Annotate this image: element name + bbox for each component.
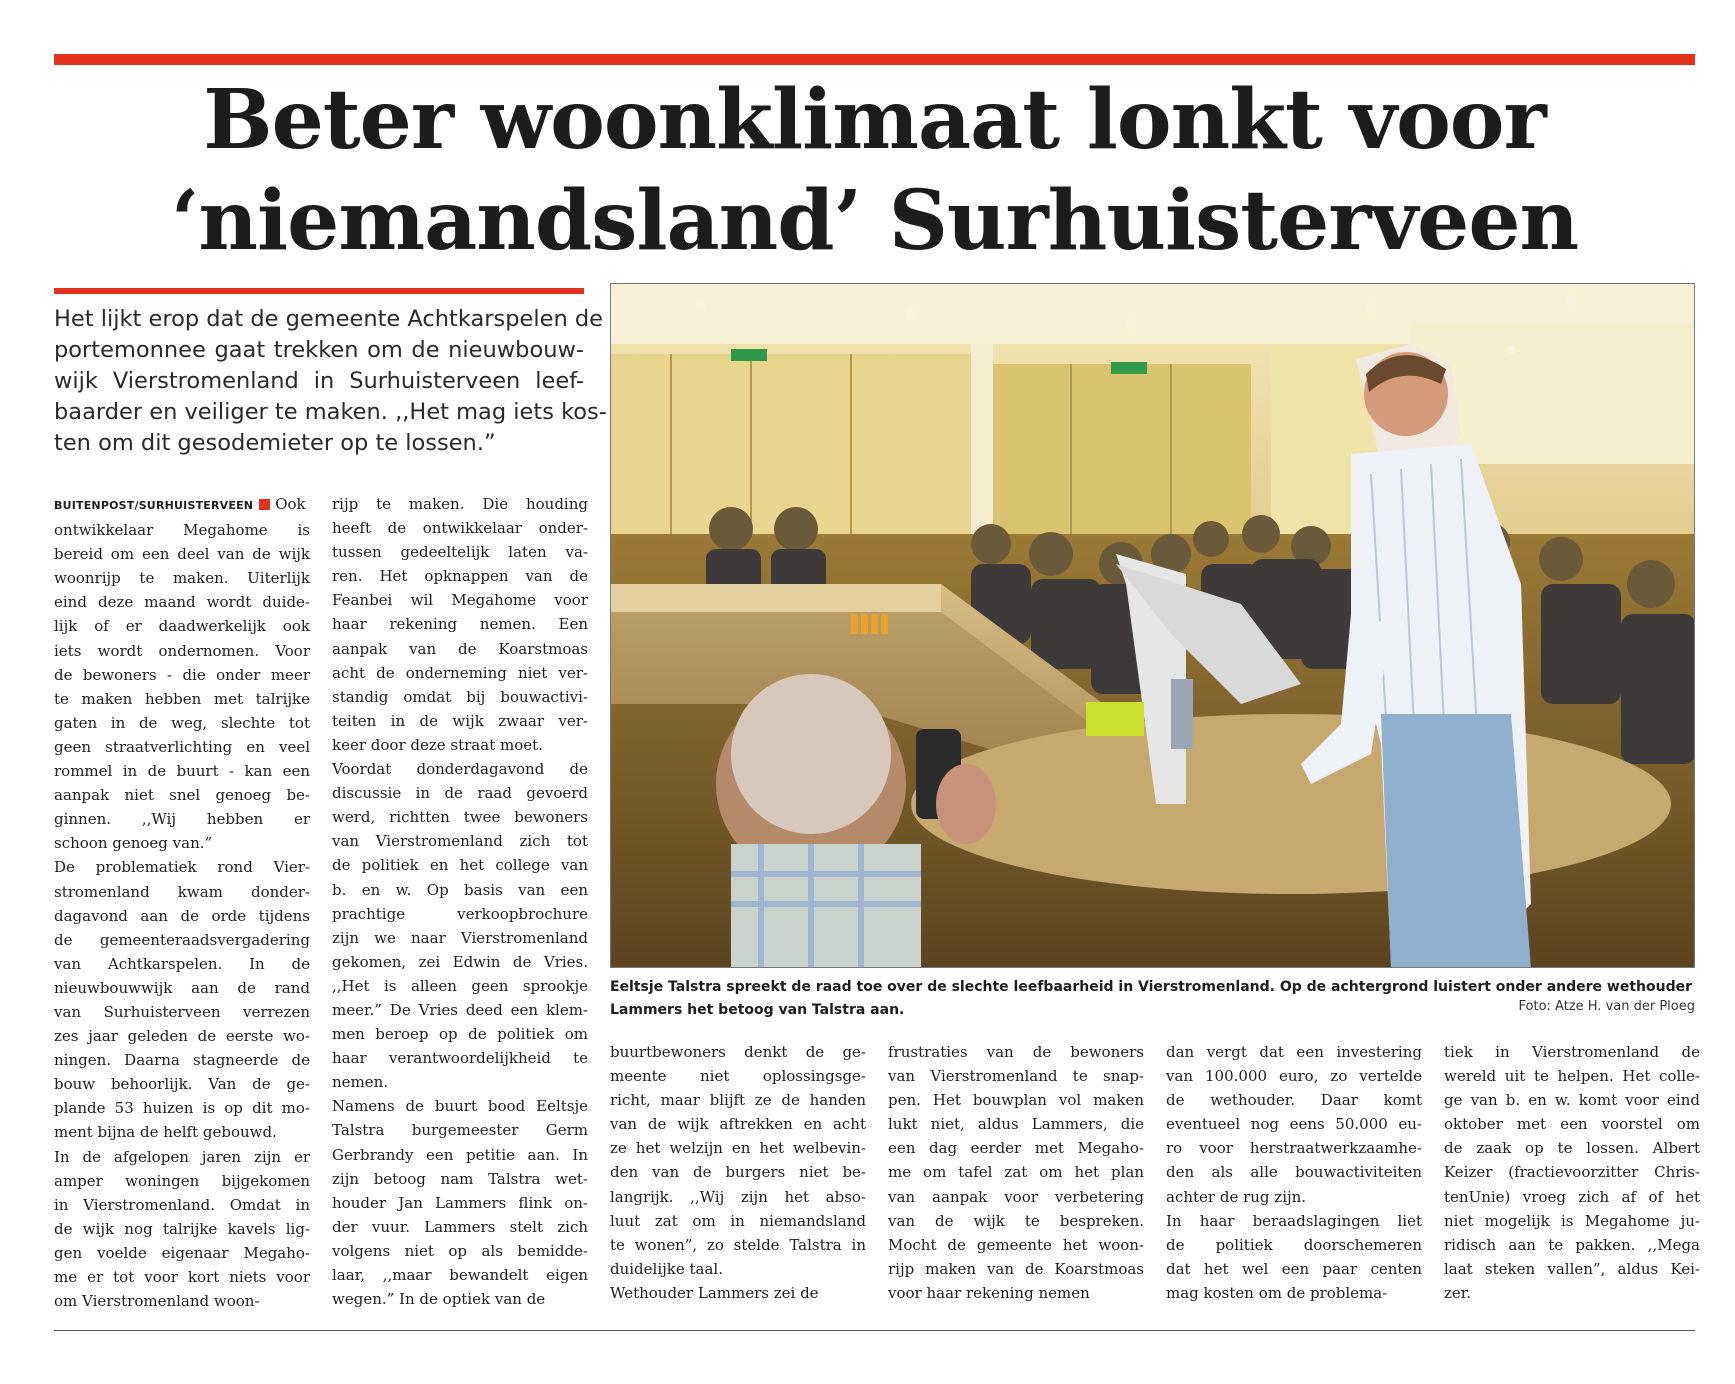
- article-line: amper woningen bijgekomen: [54, 1171, 310, 1190]
- article-line: de wijk nog talrijke kavels lig-: [54, 1219, 310, 1238]
- article-line: bereid om een deel van de wijk: [54, 545, 310, 564]
- article-line: van Surhuisterveen verrezen: [54, 1002, 310, 1021]
- lead-line: wijk Vierstromenland in Surhuisterveen leef-: [54, 368, 584, 394]
- article-line: schoon genoeg van.”: [54, 834, 213, 853]
- article-line: buurtbewoners denkt de ge-: [610, 1043, 866, 1061]
- council-meeting-photo: [610, 283, 1695, 968]
- article-line: om Vierstromenland woon-: [54, 1292, 260, 1311]
- article-line: de politiek doorschemeren: [1166, 1235, 1422, 1254]
- article-line: volgens niet op als bemidde-: [332, 1241, 588, 1260]
- article-line: luut zat om in niemandsland: [610, 1211, 866, 1230]
- article-line: men beroep op de politiek om: [332, 1025, 588, 1044]
- article-line: b. en w. Op basis van een: [332, 880, 588, 899]
- article-line: te wonen”, zo stelde Talstra in: [610, 1235, 866, 1254]
- article-line: heeft de ontwikkelaar onder-: [332, 519, 588, 538]
- article-line: Mocht de gemeente het woon-: [888, 1235, 1144, 1254]
- lead-line: baarder en veiliger te maken. ,,Het mag iets kos-: [54, 399, 607, 425]
- article-line: In haar beraadslagingen liet: [1166, 1211, 1422, 1230]
- article-line: zijn we naar Vierstromenland: [332, 928, 588, 947]
- article-line: ginnen. ,,Wij hebben er: [54, 810, 310, 829]
- article-line: den als alle bouwactiviteiten: [1166, 1163, 1422, 1182]
- article-line: van Vierstromenland te snap-: [888, 1067, 1144, 1086]
- article-line: dagavond aan de orde tijdens: [54, 906, 310, 925]
- article-line: nemen.: [332, 1073, 389, 1092]
- article-line: gekomen, zei Edwin de Vries.: [332, 952, 588, 971]
- article-line: niet mogelijk is Megahome ju-: [1444, 1211, 1700, 1230]
- lead-line: ten om dit gesodemieter op te lossen.”: [54, 430, 496, 456]
- article-line: meer.” De Vries deed een klem-: [332, 1000, 588, 1019]
- article-line: de wethouder. Daar komt: [1166, 1091, 1422, 1110]
- photo-illustration: [611, 284, 1695, 968]
- article-line: de zaak op te lossen. Albert: [1444, 1139, 1700, 1158]
- article-line: van de wijk te bespreken.: [888, 1211, 1144, 1230]
- article-line: de gemeenteraadsvergadering: [54, 930, 310, 949]
- article-line: pen. Het bouwplan vol maken: [888, 1091, 1144, 1110]
- article-line: van de wijk aftrekken en acht: [610, 1115, 866, 1134]
- bottom-rule: [54, 1330, 1695, 1331]
- article-line: me om tafel zat om het plan: [888, 1163, 1144, 1182]
- article-line: In de afgelopen jaren zijn er: [54, 1147, 310, 1166]
- article-line: gaten in de weg, slechte tot: [54, 713, 310, 732]
- photo-caption: Eeltsje Talstra spreekt de raad toe over de slechte leefbaarheid in Vierstromenland. Op de achtergrond luistert onder andere wethouder Lammers het betoog van Talstra aan.: [610, 979, 1692, 1018]
- article-line: ment bijna de helft gebouwd.: [54, 1123, 277, 1142]
- article-line: zer.: [1444, 1283, 1472, 1302]
- article-line: rijp maken van de Koarstmoas: [888, 1259, 1144, 1278]
- article-line: nieuwbouwwijk aan de rand: [54, 978, 310, 997]
- top-red-rule: [54, 54, 1695, 65]
- article-line: een dag eerder met Megaho-: [888, 1139, 1144, 1158]
- article-line: frustraties van de bewoners: [888, 1043, 1144, 1061]
- article-line: iets wordt ondernomen. Voor: [54, 641, 310, 660]
- article-line: den van de burgers niet be-: [610, 1163, 866, 1182]
- article-line: eventueel nog eens 50.000 eu-: [1166, 1115, 1422, 1134]
- article-line: woonrijp te maken. Uiterlijk: [54, 569, 310, 588]
- article-line: houder Jan Lammers flink on-: [332, 1193, 588, 1212]
- article-line: van Achtkarspelen. In de: [54, 954, 310, 973]
- article-line: lijk of er daadwerkelijk ook: [54, 617, 310, 636]
- article-line: Keizer (fractievoorzitter Chris-: [1444, 1163, 1700, 1182]
- article-line: dan vergt dat een investering: [1166, 1043, 1422, 1061]
- article-column-5: [1166, 1040, 1422, 1305]
- article-line: De problematiek rond Vier-: [54, 858, 310, 877]
- red-square-marker: [259, 499, 270, 510]
- article-line: haar verantwoordelijkheid te: [332, 1049, 588, 1068]
- article-text: Ook: [275, 495, 306, 513]
- article-column-6: [1444, 1040, 1700, 1305]
- article-line: ge van b. en w. komt voor eind: [1444, 1091, 1700, 1110]
- article-line: duidelijke taal.: [610, 1259, 723, 1278]
- article-line: in Vierstromenland. Omdat in: [54, 1195, 310, 1214]
- article-line: oktober met een voorstel om: [1444, 1115, 1700, 1134]
- article-line: acht de onderneming niet ver-: [332, 663, 588, 682]
- article-line: ren. Het opknappen van de: [332, 567, 588, 586]
- headline-line-2: ‘niemandsland’ Surhuisterveen: [170, 173, 1579, 269]
- article-line: richt, maar blijft ze de handen: [610, 1091, 866, 1110]
- article-line: voor haar rekening nemen: [888, 1283, 1090, 1302]
- article-line: Namens de buurt bood Eeltsje: [332, 1097, 588, 1116]
- article-line: langrijk. ,,Wij zijn het abso-: [610, 1187, 866, 1206]
- article-line: prachtige verkoopbrochure: [332, 904, 588, 923]
- article-line: stromenland kwam donder-: [54, 882, 310, 901]
- lead-paragraph: [54, 304, 607, 459]
- article-line: meente niet oplossingsge-: [610, 1067, 866, 1086]
- article-line: gen voelde eigenaar Megaho-: [54, 1243, 310, 1262]
- article-line: de bewoners - die onder meer: [54, 665, 310, 684]
- article-line: Voordat donderdagavond de: [332, 760, 588, 779]
- lead-line: portemonnee gaat trekken om de nieuwbouw-: [54, 337, 584, 363]
- article-line: te maken hebben met talrijke: [54, 689, 310, 708]
- article-line: tussen gedeeltelijk laten va-: [332, 543, 588, 562]
- article-line: Feanbei wil Megahome voor: [332, 591, 588, 610]
- article-line: tiek in Vierstromenland de: [1444, 1043, 1700, 1061]
- article-line: zijn betoog nam Talstra wet-: [332, 1169, 588, 1188]
- article-line: de politiek en het college van: [332, 856, 588, 875]
- article-line: laat steken vallen”, aldus Kei-: [1444, 1259, 1700, 1278]
- article-column-3: [610, 1040, 866, 1305]
- article-line: discussie in de raad gevoerd: [332, 784, 588, 803]
- article-line: van 100.000 euro, zo vertelde: [1166, 1067, 1422, 1086]
- article-line: ze het welzijn en het welbevin-: [610, 1139, 866, 1158]
- article-line: keer door deze straat moet.: [332, 735, 543, 754]
- article-line: aanpak van de Koarstmoas: [332, 639, 588, 658]
- article-line: haar rekening nemen. Een: [332, 615, 588, 634]
- article-line: van aanpak voor verbetering: [888, 1187, 1144, 1206]
- headline: [54, 70, 1695, 272]
- photo-credit: Foto: Atze H. van der Ploeg: [1518, 999, 1695, 1014]
- article-line: laar, ,,maar bewandelt eigen: [332, 1266, 588, 1284]
- headline-line-1: Beter woonklimaat lonkt voor: [203, 72, 1546, 168]
- article-line: wegen.” In de optiek van de: [332, 1290, 546, 1309]
- article-line: ridisch aan te pakken. ,,Mega: [1444, 1235, 1700, 1254]
- article-line: Wethouder Lammers zei de: [610, 1283, 819, 1302]
- article-line: standig omdat bij bouwactivi-: [332, 687, 588, 706]
- article-line: plande 53 huizen is op dit mo-: [54, 1099, 310, 1118]
- article-line: teiten in de wijk zwaar ver-: [332, 711, 588, 730]
- article-line: Gerbrandy een petitie aan. In: [332, 1145, 588, 1164]
- article-line: lukt niet, aldus Lammers, die: [888, 1115, 1144, 1134]
- lead-line: Het lijkt erop dat de gemeente Achtkarspelen de: [54, 306, 604, 332]
- article-line: eind deze maand wordt duide-: [54, 593, 310, 612]
- article-line: ro voor herstraatwerkzaamhe-: [1166, 1139, 1422, 1158]
- article-line: mag kosten om de problema-: [1166, 1283, 1388, 1302]
- article-line: van Vierstromenland zich tot: [332, 832, 588, 851]
- article-column-1: [54, 492, 310, 1313]
- article-line: [54, 492, 310, 518]
- article-line: bouw behoorlijk. Van de ge-: [54, 1075, 310, 1094]
- article-line: ontwikkelaar Megahome is: [54, 521, 310, 540]
- article-line: der vuur. Lammers stelt zich: [332, 1217, 588, 1236]
- article-column-2: [332, 492, 588, 1311]
- article-line: rommel in de buurt - kan een: [54, 762, 310, 781]
- dateline: BUITENPOST/SURHUISTERVEEN: [54, 499, 254, 512]
- article-column-4: [888, 1040, 1144, 1305]
- article-line: dat het wel een paar centen: [1166, 1259, 1422, 1278]
- article-line: aanpak niet snel genoeg be-: [54, 786, 310, 805]
- article-line: rijp te maken. Die houding: [332, 495, 588, 513]
- article-line: zes jaar geleden de eerste wo-: [54, 1027, 310, 1046]
- lead-red-rule: [54, 288, 584, 294]
- article-line: me er tot voor kort niets voor: [54, 1268, 310, 1286]
- article-line: ,,Het is alleen geen sprookje: [332, 976, 588, 995]
- article-line: geen straatverlichting en veel: [54, 737, 310, 756]
- article-line: Talstra burgemeester Germ: [332, 1121, 588, 1140]
- article-line: tenUnie) vroeg zich af of het: [1444, 1187, 1700, 1206]
- article-line: ningen. Daarna stagneerde de: [54, 1051, 310, 1070]
- article-line: wereld uit te helpen. Het colle-: [1444, 1067, 1700, 1086]
- article-line: werd, richtten twee bewoners: [332, 808, 588, 827]
- article-line: achter de rug zijn.: [1166, 1187, 1307, 1206]
